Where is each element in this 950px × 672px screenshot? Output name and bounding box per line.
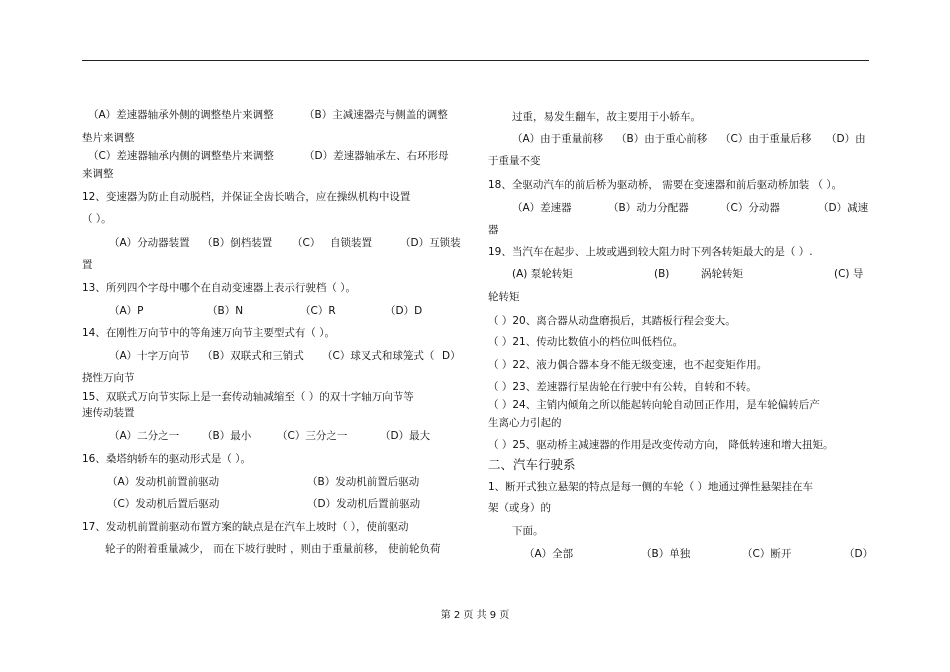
text-line: 架（或身）的 xyxy=(488,502,551,514)
text-line: （A）发动机前置前驱动 xyxy=(107,476,220,488)
text-line: 1、断开式独立悬架的特点是每一侧的车轮（ ）地通过弹性悬架挂在车 xyxy=(488,481,814,493)
text-line: （C）球叉式和球笼式（ xyxy=(322,350,435,362)
text-line: 15、双联式万向节实际上是一套传动轴减缩至（ ）的双十字轴万向节等 xyxy=(82,391,414,403)
text-line: （C）三分之一 xyxy=(277,430,348,442)
page-footer: 第 2 页 共 9 页 xyxy=(440,610,510,621)
text-line: 18、全驱动汽车的前后桥为驱动桥， 需要在变速器和前后驱动桥加装 （ ）。 xyxy=(488,179,843,191)
text-line: （B）单独 xyxy=(641,548,691,560)
text-line: 轮子的附着重量减少， 而在下坡行驶时 ，则由于重量前移， 使前轮负荷 xyxy=(105,543,441,555)
text-line: （A）全部 xyxy=(524,548,574,560)
text-line: （C）由于重量后移 xyxy=(720,133,812,145)
text-line: （D）差速器轴承左、右环形母 xyxy=(304,150,449,162)
text-line: （B）动力分配器 xyxy=(608,202,689,214)
text-line: （C）R xyxy=(300,305,336,317)
text-line: 过重，易发生翻车，故主要用于小轿车。 xyxy=(512,111,701,123)
text-line: （A）二分之一 xyxy=(109,430,180,442)
text-line: （A）由于重量前移 xyxy=(512,133,604,145)
text-line: 置 xyxy=(82,259,93,271)
text-line: （A）分动器装置 xyxy=(109,237,190,249)
text-line: （D）发动机后置前驱动 xyxy=(307,498,421,510)
text-line: (A) 泵轮转矩 xyxy=(512,268,573,280)
text-line: （A）差速器 xyxy=(512,202,572,214)
text-line: 涡轮转矩 xyxy=(701,268,743,280)
text-line: 14、在刚性万向节中的等角速万向节主要型式有（ ）。 xyxy=(82,327,335,339)
text-line: 生离心力引起的 xyxy=(488,417,562,429)
text-line: 12、变速器为防止自动脱档，并保证全齿长啮合，应在操纵机构中设置 xyxy=(82,191,411,203)
text-line: （D） xyxy=(844,548,874,560)
section-heading: 二、汽车行驶系 xyxy=(488,457,576,472)
text-line: （B）主减速器壳与侧盖的调整 xyxy=(304,109,448,121)
text-line: （B）最小 xyxy=(202,430,252,442)
text-line: （A）P xyxy=(109,305,144,317)
text-line: （D）由 xyxy=(826,133,866,145)
text-line: （C）差速器轴承内侧的调整垫片来调整 xyxy=(88,150,274,162)
text-line: （C） xyxy=(292,237,321,249)
text-line: 下面。 xyxy=(512,525,544,537)
text-line: （D）减速 xyxy=(818,202,869,214)
text-line: （ ）22、液力偶合器本身不能无级变速，也不起变矩作用。 xyxy=(488,359,768,371)
text-line: （B）N xyxy=(207,305,244,317)
text-line: （C）发动机后置后驱动 xyxy=(107,498,220,510)
text-line: 19、当汽车在起步、上坡或遇到较大阻力时下列各转矩最大的是（ ）. xyxy=(488,246,813,258)
text-line: (C) 导 xyxy=(834,268,864,280)
text-line: （C）断开 xyxy=(742,548,792,560)
text-line: （ ）25、驱动桥主减速器的作用是改变传动方向， 降低转速和增大扭矩。 xyxy=(488,439,834,451)
text-line: 器 xyxy=(488,224,499,236)
text-line: （ ）20、离合器从动盘磨损后，其踏板行程会变大。 xyxy=(488,315,736,327)
text-line: （ ）23、差速器行星齿轮在行驶中有公转，自转和不转。 xyxy=(488,381,757,393)
text-line: 挠性万向节 xyxy=(82,372,135,384)
text-line: （B）由于重心前移 xyxy=(616,133,708,145)
text-line: （ ）24、主销内倾角之所以能起转向轮自动回正作用，是车轮偏转后产 xyxy=(488,399,820,411)
text-line: （ ）21、传动比数值小的档位叫低档位。 xyxy=(488,336,684,348)
text-line: 16、桑塔纳轿车的驱动形式是（ ）。 xyxy=(82,453,251,465)
text-line: （C）分动器 xyxy=(720,202,780,214)
text-line: 速传动装置 xyxy=(82,407,135,419)
text-line: （D）最大 xyxy=(380,430,431,442)
text-line: 17、发动机前置前驱动布置方案的缺点是在汽车上坡时（ ），使前驱动 xyxy=(82,521,409,533)
text-line: 自锁装置 xyxy=(330,237,372,249)
text-line: (B) xyxy=(654,268,670,280)
text-line: （B）发动机前置后驱动 xyxy=(307,476,420,488)
text-line: 轮转矩 xyxy=(488,291,520,303)
text-line: 13、所列四个字母中哪个在自动变速器上表示行驶档（ ）。 xyxy=(82,282,356,294)
text-line: 于重量不变 xyxy=(488,155,541,167)
text-line: （A）十字万向节 xyxy=(109,350,190,362)
text-line: 垫片来调整 xyxy=(82,132,135,144)
text-line: D） xyxy=(442,350,461,362)
text-line: （B）倒档装置 xyxy=(202,237,273,249)
text-line: （D）互锁装 xyxy=(400,237,461,249)
text-line: 来调整 xyxy=(82,168,114,180)
header-rule xyxy=(82,60,869,61)
text-line: （D）D xyxy=(385,305,423,317)
text-line: （A）差速器轴承外侧的调整垫片来调整 xyxy=(88,109,274,121)
text-line: （ ）。 xyxy=(82,213,112,225)
text-line: （B）双联式和三销式 xyxy=(202,350,304,362)
